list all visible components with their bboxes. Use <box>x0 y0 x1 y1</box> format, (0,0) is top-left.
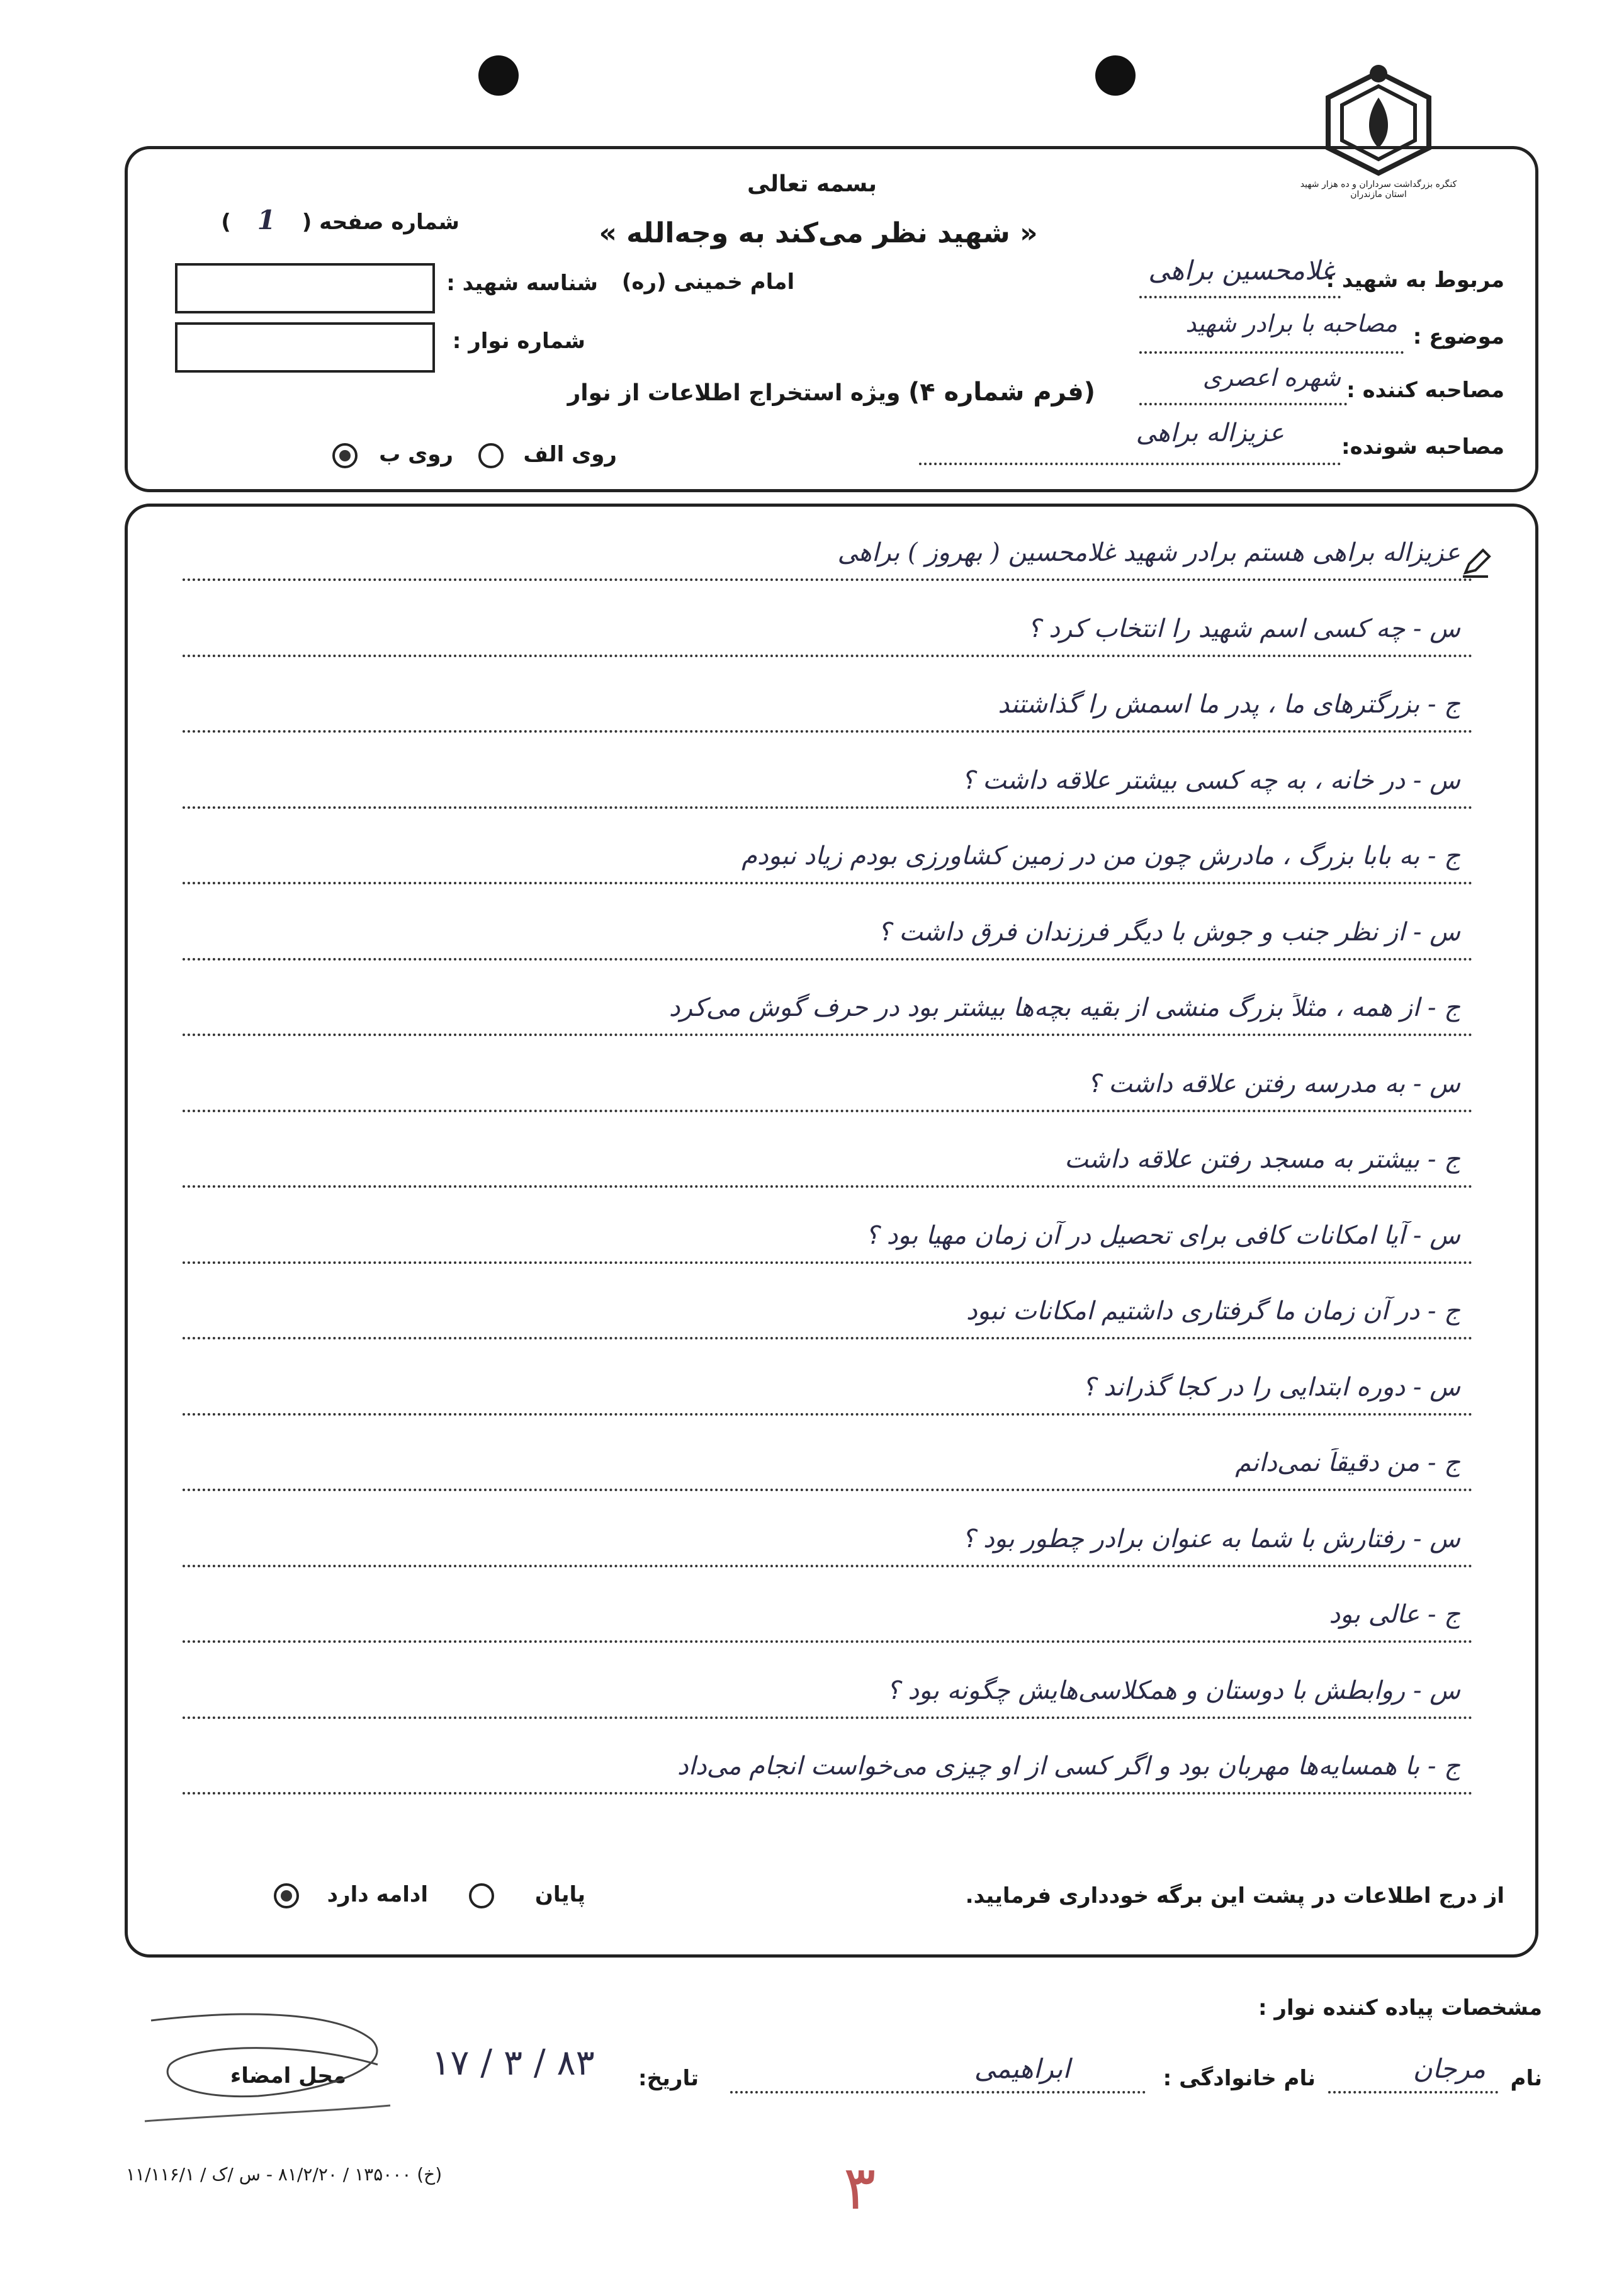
form-title <box>554 378 1095 407</box>
side-a-label: روی الف <box>523 442 617 467</box>
signature-mark <box>132 1995 397 2140</box>
transcript-rule <box>183 655 1473 657</box>
transcript-line: ج - عالی بود <box>1329 1600 1460 1629</box>
transcript-rule <box>183 1110 1473 1112</box>
tape-number-box[interactable] <box>175 322 435 373</box>
motto: « شهید نظر می‌کند به وجه‌الله » <box>599 217 1038 249</box>
martyr-id-label: شناسه شهید : <box>446 271 598 296</box>
transcript-line: عزیزاله براهی هستم برادر شهید غلامحسین ( بهروز ) براهی <box>837 538 1460 567</box>
transcript-rule <box>183 1489 1473 1491</box>
side-b-radio[interactable] <box>332 443 358 468</box>
interviewee-line <box>919 463 1341 465</box>
transcript-line: ج - من دقیقاً نمی‌دانم <box>1235 1448 1460 1477</box>
transcript-rule <box>183 882 1473 884</box>
transcript-rule <box>183 1185 1473 1188</box>
transcript-rule <box>183 578 1473 581</box>
family-line <box>730 2091 1146 2093</box>
interviewee-value: عزیزاله براهی <box>1136 419 1284 448</box>
page-mark: ۳ <box>843 2153 876 2223</box>
martyr-line <box>1139 296 1341 298</box>
basmala: بسمه تعالی <box>747 171 877 197</box>
imam-attribution: امام خمینی (ره) <box>621 269 795 295</box>
transcript-rule <box>183 1565 1473 1567</box>
form-subtitle: ویژه استخراج اطلاعات از نوار <box>567 380 901 406</box>
date-value: ۸۳ / ۳ / ۱۷ <box>431 2043 595 2083</box>
family-label: نام خانوادگی : <box>1163 2066 1316 2091</box>
name-label: نام <box>1510 2066 1542 2091</box>
pencil-icon <box>1460 548 1492 579</box>
transcript-line: س - چه کسی اسم شهید را انتخاب کرد ؟ <box>1027 614 1460 643</box>
transcript-line: ج - بیشتر به مسجد رفتن علاقه داشت <box>1064 1145 1460 1174</box>
transcript-line: س - دوره ابتدایی را در کجا گذراند ؟ <box>1082 1372 1460 1402</box>
transcript-rule <box>183 1034 1473 1036</box>
transcript-rule <box>183 730 1473 733</box>
martyr-id-box[interactable] <box>175 263 435 313</box>
form-code: (خ) ۱۳۵۰۰۰ / ۸۱/۲/۲۰ - س /ک / ۱۱/۱۱۶/۱ <box>126 2164 443 2185</box>
end-label: پایان <box>534 1882 585 1907</box>
interviewer-label: مصاحبه کننده : <box>1346 378 1504 403</box>
family-value: ابراهیمی <box>974 2053 1070 2084</box>
transcript-line: ج - با همسایه‌ها مهربان بود و اگر کسی از او چیزی می‌خواست انجام می‌داد <box>677 1752 1460 1781</box>
martyr-value: غلامحسین براهی <box>1148 255 1334 286</box>
binder-hole-right <box>1095 55 1136 96</box>
subject-label: موضوع : <box>1413 324 1504 349</box>
transcriber-heading: مشخصات پیاده کننده نوار : <box>1258 1995 1542 2020</box>
side-a-radio[interactable] <box>478 443 504 468</box>
transcript-rule <box>183 1261 1473 1264</box>
transcript-line: ج - از همه ، مثلاً بزرگ منشی از بقیه بچه‌ها بیشتر بود در حرف گوش می‌کرد <box>668 993 1460 1022</box>
transcript-line: س - رفتارش با شما به عنوان برادر چطور بود ؟ <box>962 1524 1460 1553</box>
transcript-line: ج - بزرگترهای ما ، پدر ما اسمش را گذاشتند <box>998 690 1460 719</box>
transcript-rule <box>183 1792 1473 1795</box>
end-radio[interactable] <box>469 1883 494 1908</box>
back-page-note: از درج اطلاعات در پشت این برگه خودداری فرمایید. <box>965 1883 1504 1908</box>
transcript-line: س - در خانه ، به چه کسی بیشتر علاقه داشت ؟ <box>961 765 1460 795</box>
interviewer-line <box>1139 403 1347 405</box>
binder-hole-left <box>478 55 519 96</box>
continue-label: ادامه دارد <box>327 1882 428 1907</box>
date-label: تاریخ: <box>638 2066 699 2091</box>
continue-radio[interactable] <box>274 1883 299 1908</box>
transcript-line: ج - در آن زمان ما گرفتاری داشتیم امکانات نبود <box>966 1297 1460 1326</box>
transcript-line: س - از نظر جنب و جوش با دیگر فرزندان فرق داشت ؟ <box>877 917 1460 947</box>
name-line <box>1328 2091 1498 2093</box>
transcript-rule <box>183 1413 1473 1416</box>
transcript-line: س - آیا امکانات کافی برای تحصیل در آن زمان مهیا بود ؟ <box>865 1220 1460 1250</box>
transcript-line: س - روابطش با دوستان و همکلاسی‌هایش چگونه بود ؟ <box>886 1676 1460 1705</box>
transcript-rule <box>183 958 1473 961</box>
tape-number-label: شماره نوار : <box>452 329 585 354</box>
name-value: مرجان <box>1413 2053 1486 2084</box>
martyr-label: مربوط به شهید : <box>1326 268 1504 293</box>
page-number <box>189 205 460 235</box>
transcript-rule <box>183 1716 1473 1719</box>
page-number-label: شماره صفحه ( <box>302 210 460 235</box>
transcript-rule <box>183 1640 1473 1643</box>
interviewer-value: شهره اعصری <box>1202 364 1341 392</box>
side-b-label: روی ب <box>379 442 453 467</box>
transcript-line: ج - به بابا بزرگ ، مادرش چون من در زمین کشاورزی بودم زیاد نبودم <box>742 842 1460 871</box>
transcript-line: س - به مدرسه رفتن علاقه داشت ؟ <box>1087 1069 1460 1098</box>
logo-caption: کنگره بزرگداشت سرداران و ده هزار شهید استان مازندران <box>1300 179 1457 200</box>
transcript-rule <box>183 1337 1473 1339</box>
subject-line <box>1139 351 1404 354</box>
page-number-value: 1 <box>257 205 276 235</box>
signature-label: محل امضاء <box>230 2063 346 2088</box>
transcript-rule <box>183 806 1473 809</box>
page-number-close: ) <box>221 210 231 235</box>
subject-value: مصاحبه با برادر شهید <box>1185 310 1397 337</box>
form-number: (فرم شماره ۴) <box>908 378 1095 407</box>
interviewee-label: مصاحبه شونده: <box>1341 434 1504 459</box>
